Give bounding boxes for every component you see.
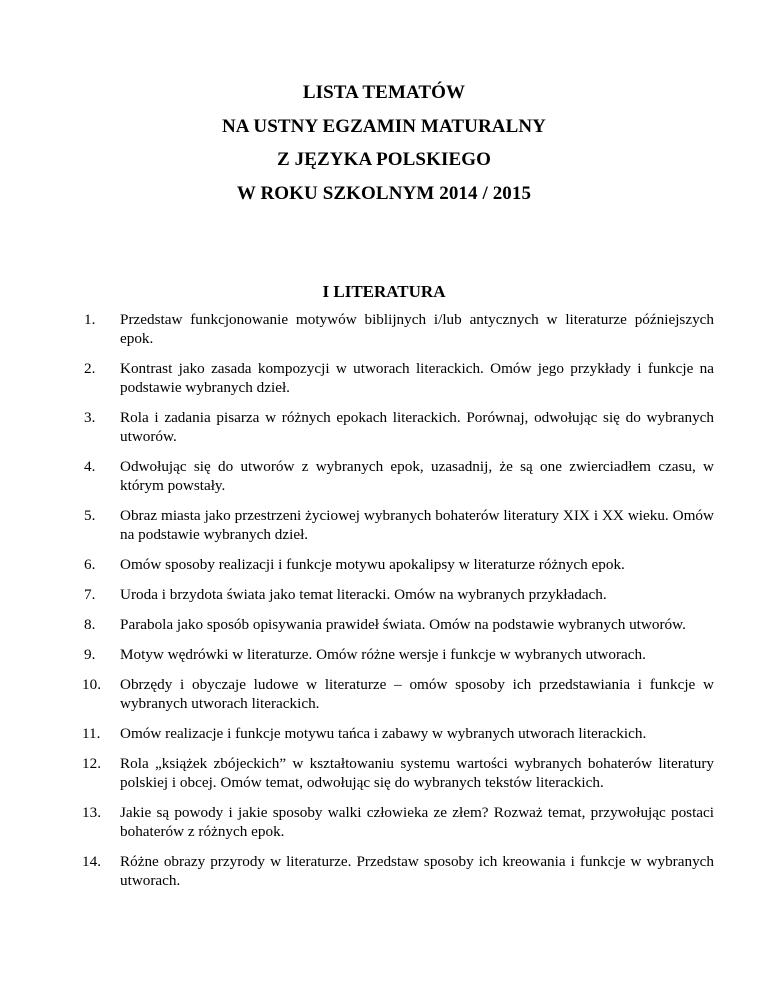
topic-text: Rola „książek zbójeckich” w kształtowaniu systemu wartości wybranych bohaterów literatury polskiej i obcej. Omów temat, odwołując się do wybranych tekstów literackich. (120, 755, 714, 791)
topic-item (84, 555, 714, 574)
topic-item (84, 615, 714, 634)
topic-item (84, 408, 714, 446)
topic-number: 10. (82, 676, 101, 693)
topic-text: Omów sposoby realizacji i funkcje motywu apokalipsy w literaturze różnych epok. (120, 556, 625, 573)
topic-item (82, 803, 714, 841)
title-line: Z JĘZYKA POLSKIEGO (276, 149, 492, 170)
topic-text: Jakie są powody i jakie sposoby walki człowieka ze złem? Rozważ temat, przywołując postaci bohaterów z różnych epok. (120, 804, 714, 840)
topic-text: Uroda i brzydota świata jako temat literacki. Omów na wybranych przykładach. (120, 586, 607, 603)
topic-item (82, 675, 714, 713)
topic-number: 1. (84, 311, 96, 328)
topic-number: 4. (84, 458, 96, 475)
topic-text: Różne obrazy przyrody w literaturze. Przedstaw sposoby ich kreowania i funkcje w wybranych utworach. (120, 853, 714, 889)
title-line: LISTA TEMATÓW (302, 82, 466, 103)
topic-item (84, 585, 714, 604)
topic-item (84, 310, 714, 348)
topic-text: Parabola jako sposób opisywania prawideł świata. Omów na podstawie wybranych utworów. (120, 616, 686, 633)
topic-item (84, 359, 714, 397)
topic-number: 6. (84, 556, 96, 573)
topic-item (84, 506, 714, 544)
topic-text: Obrzędy i obyczaje ludowe w literaturze – omów sposoby ich przedstawiania i funkcje w wybranych utworach literackich. (120, 676, 714, 712)
topic-text: Obraz miasta jako przestrzeni życiowej wybranych bohaterów literatury XIX i XX wieku. Omów na podstawie wybranych dzieł. (120, 507, 714, 543)
topic-number: 2. (84, 360, 96, 377)
topic-item (82, 724, 714, 743)
title-line: W ROKU SZKOLNYM 2014 / 2015 (236, 182, 532, 204)
document-title (0, 76, 768, 210)
topic-number: 9. (84, 646, 96, 663)
topic-item (84, 457, 714, 495)
topic-number: 11. (82, 725, 101, 742)
topic-number: 12. (82, 755, 101, 772)
topic-number: 5. (84, 507, 96, 524)
title-line: NA USTNY EGZAMIN MATURALNY (221, 115, 547, 137)
topic-text: Rola i zadania pisarza w różnych epokach literackich. Porównaj, odwołując się do wybranych utworów. (120, 409, 714, 445)
topic-number: 13. (82, 804, 101, 821)
topic-text: Omów realizacje i funkcje motywu tańca i zabawy w wybranych utworach literackich. (120, 725, 647, 742)
topic-text: Przedstaw funkcjonowanie motywów biblijnych i/lub antycznych w literaturze późniejszych epok. (120, 311, 714, 347)
topic-number: 8. (84, 616, 96, 633)
topic-number: 14. (82, 853, 101, 870)
topic-text: Motyw wędrówki w literaturze. Omów różne wersje i funkcje w wybranych utworach. (120, 646, 646, 663)
topic-text: Odwołując się do utworów z wybranych epok, uzasadnij, że są one zwierciadłem czasu, w którym powstały. (120, 458, 714, 494)
topic-number: 3. (84, 409, 96, 426)
section-heading: I LITERATURA (322, 282, 446, 301)
topic-item (82, 754, 714, 792)
topic-text: Kontrast jako zasada kompozycji w utworach literackich. Omów jego przykłady i funkcje na podstawie wybranych dzieł. (120, 360, 714, 396)
topic-item (84, 645, 714, 664)
topic-item (82, 852, 714, 890)
topic-number: 7. (84, 586, 96, 603)
topic-list (82, 310, 714, 901)
